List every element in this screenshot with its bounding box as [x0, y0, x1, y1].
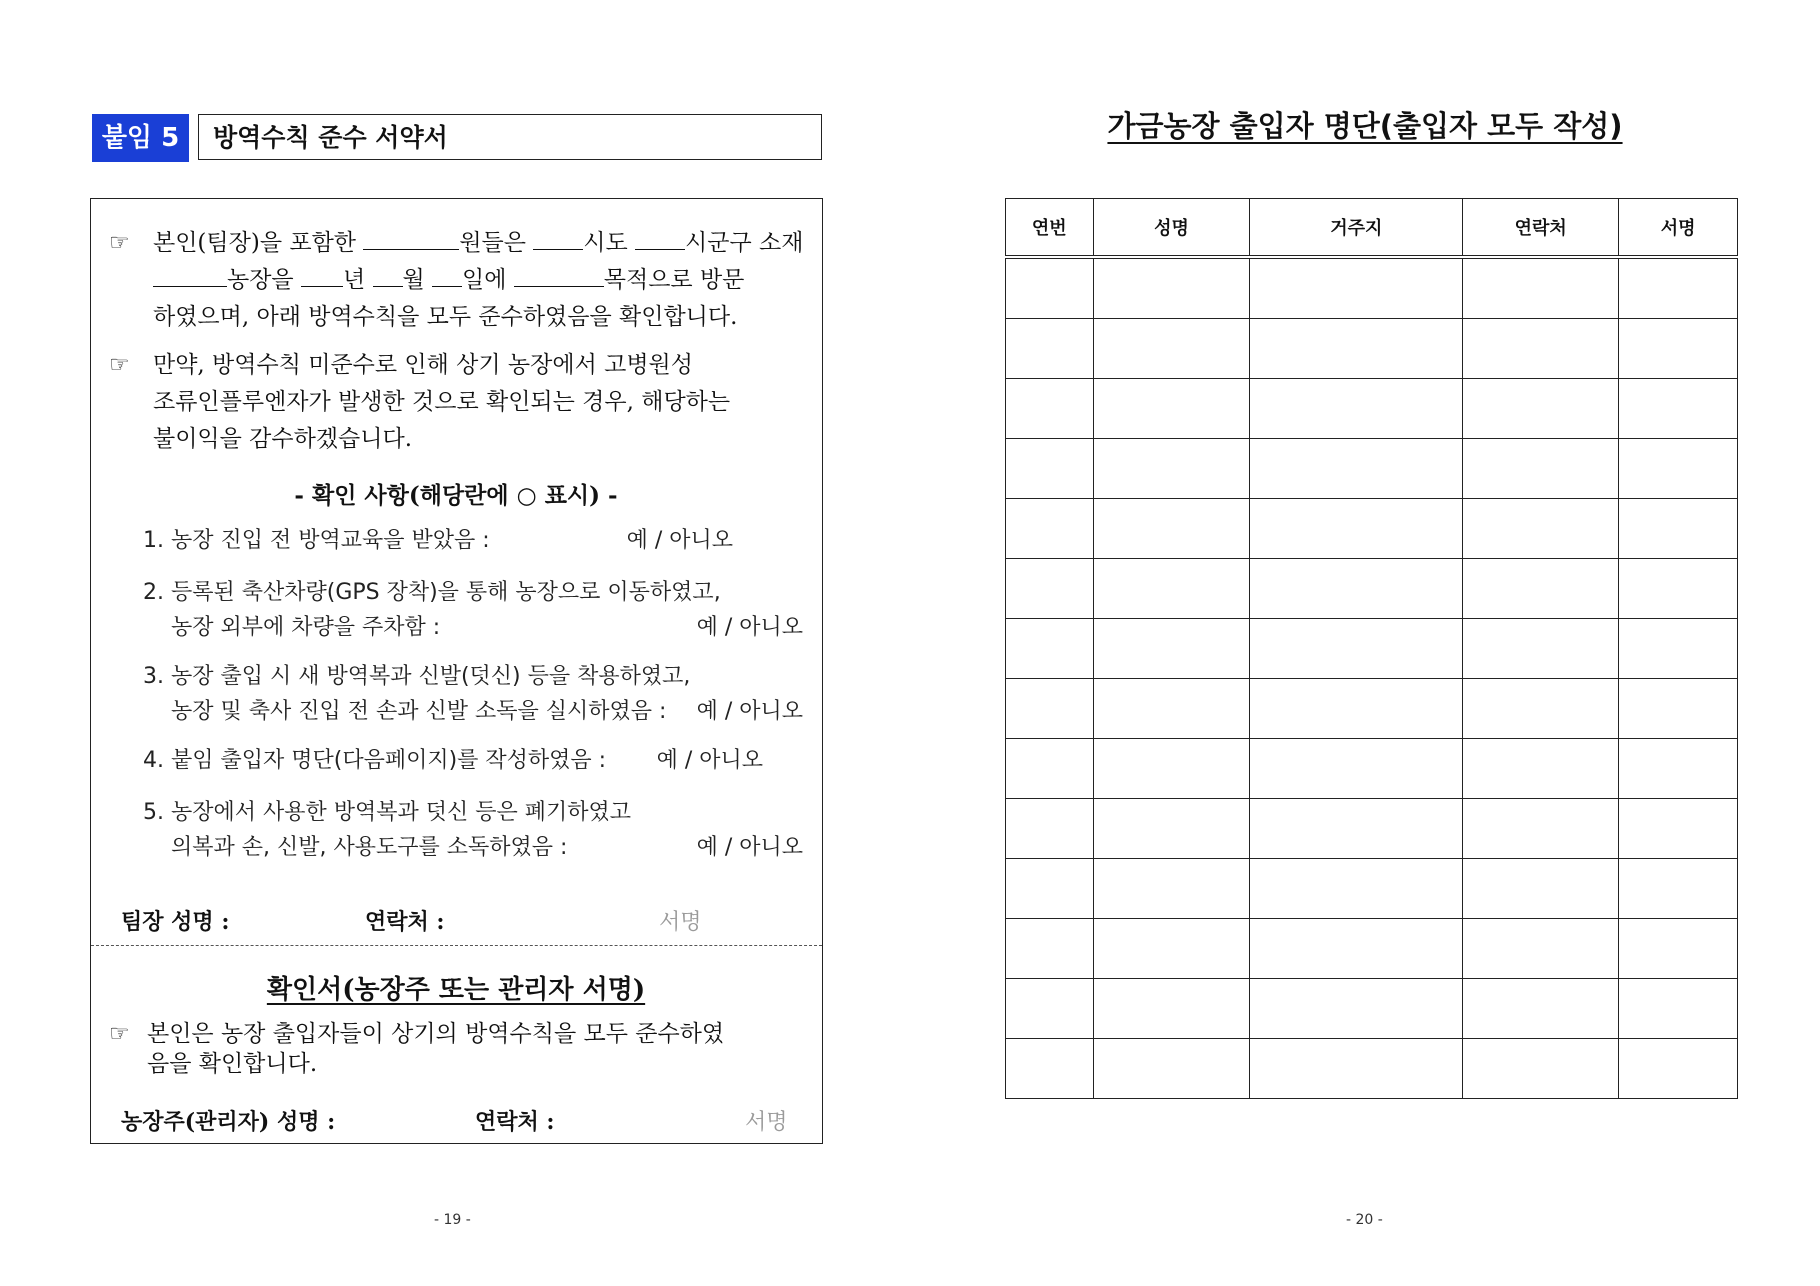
cell-contact[interactable]	[1463, 319, 1619, 379]
cell-signature[interactable]	[1619, 439, 1738, 499]
attachment-tag: 붙임 5	[92, 114, 189, 162]
cell-number[interactable]	[1006, 1039, 1094, 1099]
table-row	[1006, 499, 1738, 559]
owner-contact-label: 연락처 :	[475, 1109, 555, 1135]
cell-address[interactable]	[1250, 559, 1463, 619]
pointing-hand-icon: ☞	[109, 352, 130, 378]
cell-number[interactable]	[1006, 799, 1094, 859]
table-row	[1006, 979, 1738, 1039]
table-header-row	[1006, 199, 1738, 258]
table-row	[1006, 439, 1738, 499]
table-row	[1006, 859, 1738, 919]
p1-text-f: 년	[342, 267, 366, 293]
table-row	[1006, 919, 1738, 979]
item-answer[interactable]: 예 / 아니오	[656, 748, 763, 773]
cell-contact[interactable]	[1463, 439, 1619, 499]
pledge-paragraph-2	[109, 347, 805, 458]
check-item-4	[143, 743, 803, 778]
confirm-title: 확인서(농장주 또는 관리자 서명)	[266, 975, 646, 1005]
item-text: 농장 및 축사 진입 전 손과 신발 소독을 실시하였음 :	[171, 699, 667, 724]
cell-number[interactable]	[1006, 319, 1094, 379]
cell-number[interactable]	[1006, 379, 1094, 439]
cell-contact[interactable]	[1463, 979, 1619, 1039]
table-row	[1006, 679, 1738, 739]
p1-text-g: 월	[402, 267, 425, 293]
blank-farm[interactable]	[153, 264, 227, 287]
cell-address[interactable]	[1250, 799, 1463, 859]
cell-name[interactable]	[1093, 679, 1250, 739]
item-text: 4. 붙임 출입자 명단(다음페이지)를 작성하였음 :	[143, 748, 607, 773]
cell-name[interactable]	[1093, 439, 1250, 499]
cell-name[interactable]	[1093, 859, 1250, 919]
blank-day[interactable]	[432, 264, 462, 287]
cell-contact[interactable]	[1463, 559, 1619, 619]
cell-number[interactable]	[1006, 859, 1094, 919]
cell-signature[interactable]	[1619, 257, 1738, 319]
cell-address[interactable]	[1250, 439, 1463, 499]
pledge-paragraph-1	[109, 225, 805, 336]
table-row	[1006, 559, 1738, 619]
item-text: 의복과 손, 신발, 사용도구를 소독하였음 :	[171, 835, 568, 860]
cell-name[interactable]	[1093, 979, 1250, 1039]
cell-contact[interactable]	[1463, 919, 1619, 979]
cell-name[interactable]	[1093, 257, 1250, 319]
cell-name[interactable]	[1093, 619, 1250, 679]
item-text: 1. 농장 진입 전 방역교육을 받았음 :	[143, 528, 490, 553]
p1-text-b: 원들은	[459, 230, 526, 256]
p1-text-i: 목적으로 방문	[603, 267, 745, 293]
owner-name-label: 농장주(관리자) 성명 :	[121, 1109, 336, 1135]
cell-signature[interactable]	[1619, 799, 1738, 859]
cell-address[interactable]	[1250, 679, 1463, 739]
cell-name[interactable]	[1093, 319, 1250, 379]
roster-body	[1006, 257, 1738, 1099]
cell-address[interactable]	[1250, 319, 1463, 379]
cell-number[interactable]	[1006, 559, 1094, 619]
table-row	[1006, 257, 1738, 319]
cell-contact[interactable]	[1463, 379, 1619, 439]
cell-number[interactable]	[1006, 257, 1094, 319]
page-number: - 19 -	[434, 1212, 471, 1228]
item-text: 농장 외부에 차량을 주차함 :	[171, 615, 441, 640]
cell-signature[interactable]	[1619, 559, 1738, 619]
pointing-hand-icon: ☞	[109, 1021, 130, 1047]
blank-province[interactable]	[533, 227, 583, 250]
cell-address[interactable]	[1250, 739, 1463, 799]
owner-sign-field[interactable]: 서명	[745, 1110, 788, 1135]
cell-name[interactable]	[1093, 499, 1250, 559]
leader-contact-label: 연락처 :	[365, 909, 445, 935]
cell-name[interactable]	[1093, 739, 1250, 799]
item-answer[interactable]: 예 / 아니오	[626, 528, 733, 553]
item-answer[interactable]: 예 / 아니오	[696, 699, 803, 724]
col-header-address: 거주지	[1250, 199, 1463, 258]
cell-address[interactable]	[1250, 379, 1463, 439]
cell-number[interactable]	[1006, 739, 1094, 799]
cell-number[interactable]	[1006, 499, 1094, 559]
p1-text-a: 본인(팀장)을 포함한	[153, 230, 357, 256]
page-number: - 20 -	[1346, 1212, 1383, 1228]
visitor-roster-table	[1005, 198, 1738, 1099]
table-row	[1006, 799, 1738, 859]
cell-number[interactable]	[1006, 439, 1094, 499]
cell-signature[interactable]	[1619, 1039, 1738, 1099]
cell-contact[interactable]	[1463, 619, 1619, 679]
leader-name-label: 팀장 성명 :	[121, 909, 230, 935]
cell-name[interactable]	[1093, 799, 1250, 859]
p1-text-c: 시도	[583, 230, 628, 256]
p2-line-3: 불이익을 감수하겠습니다.	[153, 426, 413, 452]
blank-month[interactable]	[373, 264, 403, 287]
cell-signature[interactable]	[1619, 679, 1738, 739]
col-header-signature: 서명	[1619, 199, 1738, 258]
cell-signature[interactable]	[1619, 979, 1738, 1039]
check-item-3	[143, 659, 803, 729]
p1-text-h: 일에	[462, 267, 507, 293]
cell-signature[interactable]	[1619, 499, 1738, 559]
cell-contact[interactable]	[1463, 799, 1619, 859]
confirm-line-1: 본인은 농장 출입자들이 상기의 방역수칙을 모두 준수하였	[147, 1021, 725, 1047]
cell-contact[interactable]	[1463, 1039, 1619, 1099]
roster-title: 가금농장 출입자 명단(출입자 모두 작성)	[1107, 109, 1623, 143]
cell-number[interactable]	[1006, 919, 1094, 979]
blank-purpose[interactable]	[514, 264, 604, 287]
cell-number[interactable]	[1006, 619, 1094, 679]
cell-name[interactable]	[1093, 559, 1250, 619]
cell-contact[interactable]	[1463, 257, 1619, 319]
cell-address[interactable]	[1250, 1039, 1463, 1099]
cell-contact[interactable]	[1463, 499, 1619, 559]
cell-contact[interactable]	[1463, 859, 1619, 919]
col-header-name: 성명	[1093, 199, 1250, 258]
cell-number[interactable]	[1006, 679, 1094, 739]
cell-name[interactable]	[1093, 1039, 1250, 1099]
check-heading: - 확인 사항(해당란에 ○ 표시) -	[294, 482, 618, 509]
p2-line-1: 만약, 방역수칙 미준수로 인해 상기 농장에서 고병원성	[153, 352, 693, 378]
table-row	[1006, 619, 1738, 679]
check-item-2	[143, 575, 803, 645]
item-answer[interactable]: 예 / 아니오	[696, 615, 803, 640]
cell-signature[interactable]	[1619, 379, 1738, 439]
blank-year[interactable]	[301, 264, 343, 287]
item-text: 3. 농장 출입 시 새 방역복과 신발(덧신) 등을 착용하였고,	[143, 664, 691, 689]
attachment-title: 방역수칙 준수 서약서	[198, 114, 822, 160]
item-answer[interactable]: 예 / 아니오	[696, 835, 803, 860]
cell-address[interactable]	[1250, 919, 1463, 979]
cell-signature[interactable]	[1619, 619, 1738, 679]
p2-line-2: 조류인플루엔자가 발생한 것으로 확인되는 경우, 해당하는	[153, 389, 731, 415]
table-row	[1006, 379, 1738, 439]
check-item-5	[143, 795, 803, 865]
col-header-number: 연번	[1006, 199, 1094, 258]
p1-text-d: 시군구 소재	[685, 230, 804, 256]
table-row	[1006, 1039, 1738, 1099]
leader-sign-field[interactable]: 서명	[659, 910, 702, 935]
cell-signature[interactable]	[1619, 919, 1738, 979]
table-row	[1006, 319, 1738, 379]
cell-signature[interactable]	[1619, 319, 1738, 379]
confirm-line-2: 음을 확인합니다.	[147, 1051, 318, 1077]
right-page	[910, 0, 1820, 1286]
cell-address[interactable]	[1250, 257, 1463, 319]
p1-text-e: 농장을	[227, 267, 294, 293]
p1-text-j: 하였으며, 아래 방역수칙을 모두 준수하였음을 확인합니다.	[153, 304, 738, 330]
cell-address[interactable]	[1250, 859, 1463, 919]
cell-name[interactable]	[1093, 919, 1250, 979]
cell-number[interactable]	[1006, 979, 1094, 1039]
cell-contact[interactable]	[1463, 739, 1619, 799]
cell-name[interactable]	[1093, 379, 1250, 439]
cell-address[interactable]	[1250, 499, 1463, 559]
item-text: 5. 농장에서 사용한 방역복과 덧신 등은 폐기하였고	[143, 800, 631, 825]
cell-contact[interactable]	[1463, 679, 1619, 739]
table-row	[1006, 739, 1738, 799]
confirm-paragraph	[109, 1019, 805, 1079]
col-header-contact: 연락처	[1463, 199, 1619, 258]
cell-address[interactable]	[1250, 619, 1463, 679]
cell-signature[interactable]	[1619, 739, 1738, 799]
cell-signature[interactable]	[1619, 859, 1738, 919]
pointing-hand-icon: ☞	[109, 230, 130, 256]
pledge-box	[90, 198, 823, 1144]
check-item-1	[143, 523, 803, 558]
cell-address[interactable]	[1250, 979, 1463, 1039]
blank-team[interactable]	[363, 227, 459, 250]
item-text: 2. 등록된 축산차량(GPS 장착)을 통해 농장으로 이동하였고,	[143, 580, 721, 605]
section-divider	[91, 945, 822, 946]
blank-city[interactable]	[635, 227, 685, 250]
